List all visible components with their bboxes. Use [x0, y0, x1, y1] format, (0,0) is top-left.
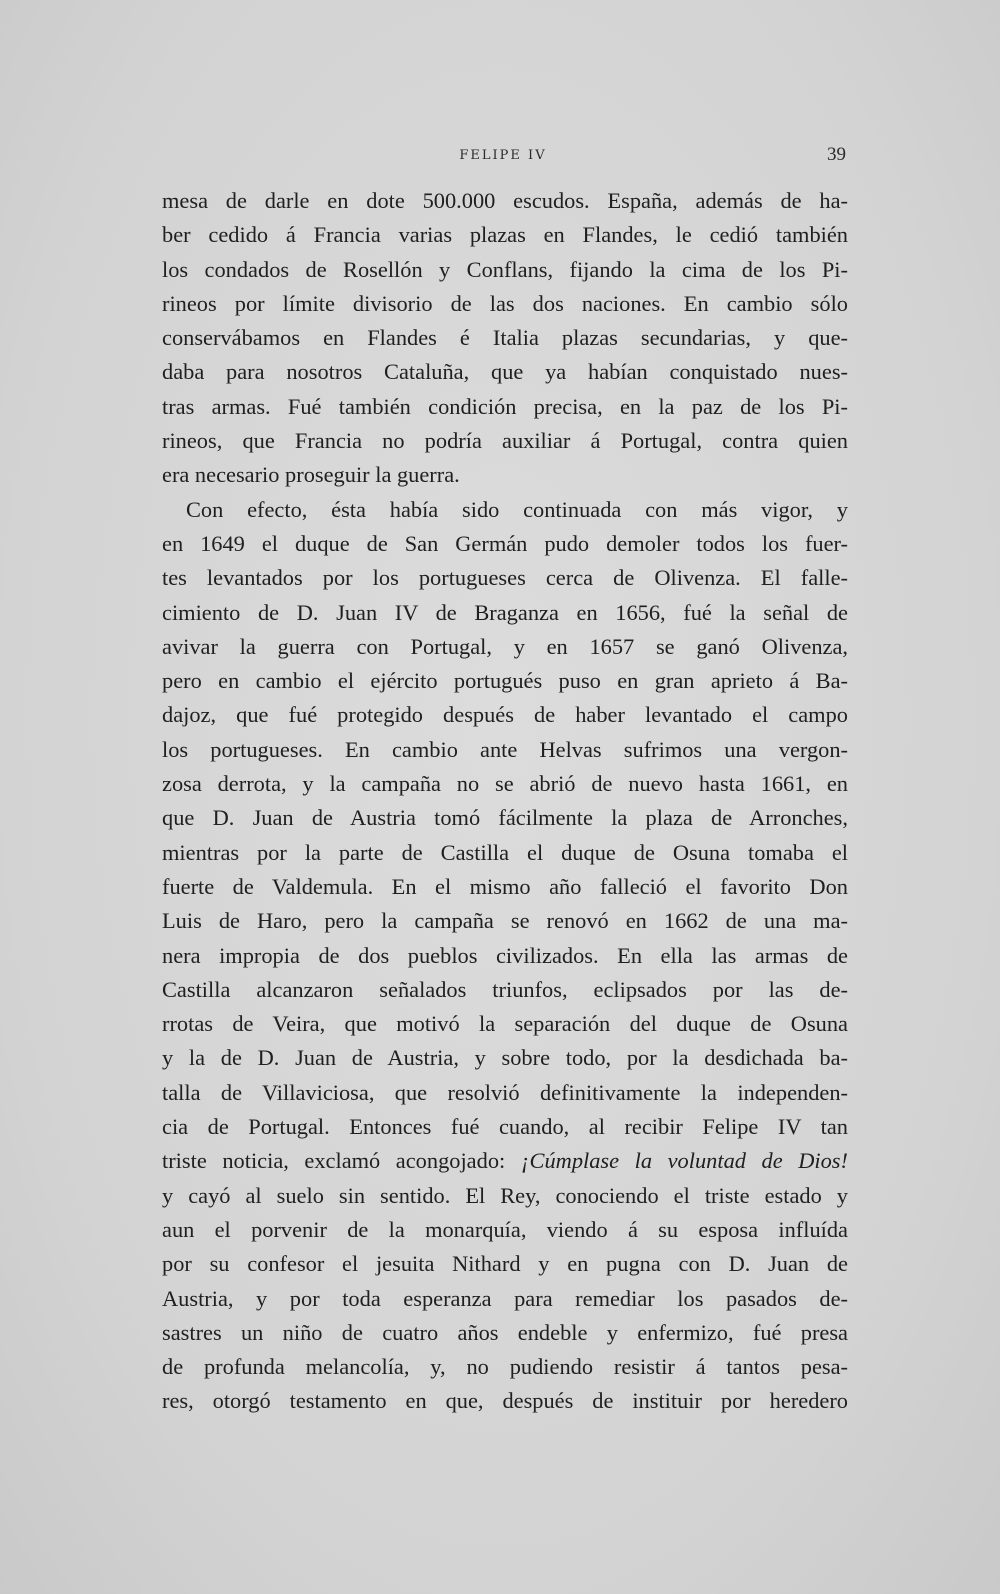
text-line: fuerte de Valdemula. En el mismo año falleció el favorito Don	[162, 873, 848, 899]
text-line: mientras por la parte de Castilla el duque de Osuna tomaba el	[162, 839, 848, 865]
quote-text: ¡Cúmplase la voluntad de Dios!	[520, 1148, 848, 1174]
text-line: los portugueses. En cambio ante Helvas sufrimos una vergon-	[162, 736, 848, 762]
text-line: talla de Villaviciosa, que resolvió definitivamente la independen-	[162, 1079, 848, 1105]
text-line-with-quote	[162, 1144, 848, 1178]
text-line: Austria, y por toda esperanza para remediar los pasados de-	[162, 1285, 848, 1311]
text-line: que D. Juan de Austria tomó fácilmente la plaza de Arronches,	[162, 805, 848, 831]
text-line: Luis de Haro, pero la campaña se renovó en 1662 de una ma-	[162, 908, 848, 934]
text-line: de profunda melancolía, y, no pudiendo resistir á tantos pesa-	[162, 1354, 848, 1380]
text-line: los condados de Rosellón y Conflans, fijando la cima de los Pi-	[162, 256, 848, 282]
text-line: y la de D. Juan de Austria, y sobre todo, por la desdichada ba-	[162, 1045, 848, 1071]
text-line: avivar la guerra con Portugal, y en 1657 se ganó Olivenza,	[162, 633, 848, 659]
running-head: FELIPE IV	[459, 148, 547, 163]
text-line: y cayó al suelo sin sentido. El Rey, conociendo el triste estado y	[162, 1182, 848, 1208]
text-line: cia de Portugal. Entonces fué cuando, al recibir Felipe IV tan	[162, 1114, 848, 1140]
text-line: rineos por límite divisorio de las dos naciones. En cambio sólo	[162, 290, 848, 316]
text-line: aun el porvenir de la monarquía, viendo á su esposa influída	[162, 1216, 848, 1242]
text-line-start: triste noticia, exclamó acongojado:	[162, 1148, 506, 1174]
text-line: en 1649 el duque de San Germán pudo demoler todos los fuer-	[162, 530, 848, 556]
text-line: era necesario proseguir la guerra.	[162, 462, 460, 488]
text-line: pero en cambio el ejército portugués puso en gran aprieto á Ba-	[162, 668, 848, 694]
text-line: tes levantados por los portugueses cerca de Olivenza. El falle-	[162, 565, 848, 591]
text-line: Castilla alcanzaron señalados triunfos, eclipsados por las de-	[162, 976, 848, 1002]
text-line: nera impropia de dos pueblos civilizados. En ella las armas de	[162, 942, 848, 968]
text-line: res, otorgó testamento en que, después de instituir por heredero	[162, 1388, 848, 1414]
page-number: 39	[827, 144, 846, 165]
text-line: ber cedido á Francia varias plazas en Flandes, le cedió también	[162, 222, 848, 248]
text-line: zosa derrota, y la campaña no se abrió de nuevo hasta 1661, en	[162, 771, 848, 797]
text-line: rrotas de Veira, que motivó la separación del duque de Osuna	[162, 1011, 848, 1037]
text-line: rineos, que Francia no podría auxiliar á Portugal, contra quien	[162, 428, 848, 454]
text-line: por su confesor el jesuita Nithard y en pugna con D. Juan de	[162, 1251, 848, 1277]
text-line: cimiento de D. Juan IV de Braganza en 1656, fué la señal de	[162, 599, 848, 625]
text-line: conservábamos en Flandes é Italia plazas secundarias, y que-	[162, 325, 848, 351]
text-line: daba para nosotros Cataluña, que ya habían conquistado nues-	[162, 359, 848, 385]
body-text	[162, 184, 848, 1419]
text-line: Con efecto, ésta había sido continuada con más vigor, y	[186, 496, 848, 522]
text-line: mesa de darle en dote 500.000 escudos. España, además de ha-	[162, 188, 848, 213]
text-line: sastres un niño de cuatro años endeble y enfermizo, fué presa	[162, 1319, 848, 1345]
text-line: tras armas. Fué también condición precisa, en la paz de los Pi-	[162, 393, 848, 419]
text-line: dajoz, que fué protegido después de haber levantado el campo	[162, 702, 848, 728]
page-header	[160, 138, 846, 178]
